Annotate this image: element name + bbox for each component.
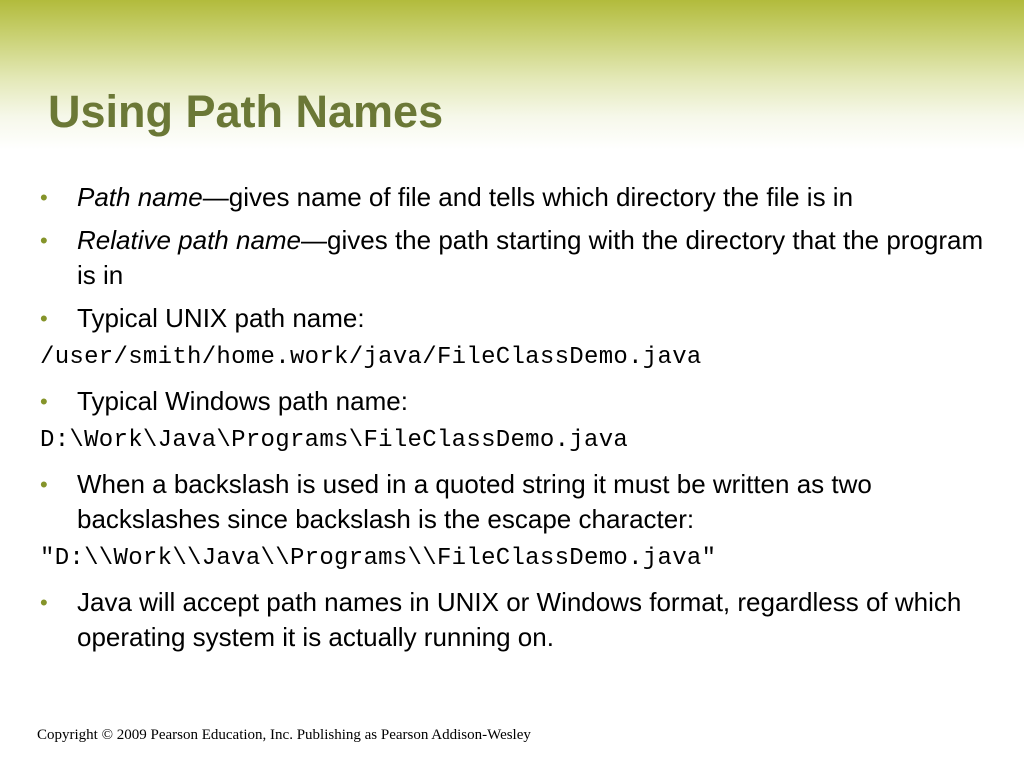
bullet-windows-path <box>40 384 990 419</box>
bullet-text: Typical UNIX path name: <box>77 303 365 333</box>
bullet-icon: • <box>40 228 48 253</box>
bullet-icon: • <box>40 472 48 497</box>
bullet-text: When a backslash is used in a quoted string it must be written as two backslashes since backslash is the escape character: <box>77 469 872 534</box>
bullet-text: —gives the path starting with the directory that the program is in <box>77 225 984 290</box>
code-unix-path: /user/smith/home.work/java/FileClassDemo.java <box>40 344 702 371</box>
bullet-text: Java will accept path names in UNIX or Windows format, regardless of which operating system it is actually running on. <box>77 587 962 652</box>
bullet-icon: • <box>40 185 48 210</box>
slide-title: Using Path Names <box>48 86 444 137</box>
bullet-text: Typical Windows path name: <box>77 386 408 416</box>
slide-body <box>40 180 990 663</box>
term-relative-path-name: Relative path name <box>77 225 302 255</box>
bullet-icon: • <box>40 590 48 615</box>
bullet-icon: • <box>40 389 48 414</box>
term-path-name: Path name <box>77 182 203 212</box>
bullet-icon: • <box>40 306 48 331</box>
code-windows-path: D:\Work\Java\Programs\FileClassDemo.java <box>40 427 629 454</box>
code-escaped-path: "D:\\Work\\Java\\Programs\\FileClassDemo.java" <box>40 545 717 572</box>
bullet-java-accepts <box>40 585 990 655</box>
bullet-unix-path <box>40 301 990 336</box>
bullet-text: —gives name of file and tells which directory the file is in <box>202 182 854 212</box>
copyright-footer: Copyright © 2009 Pearson Education, Inc. Publishing as Pearson Addison-Wesley <box>37 727 531 743</box>
bullet-relative-path-name <box>40 223 990 293</box>
bullet-path-name <box>40 180 990 215</box>
bullet-backslash-escape <box>40 467 990 537</box>
